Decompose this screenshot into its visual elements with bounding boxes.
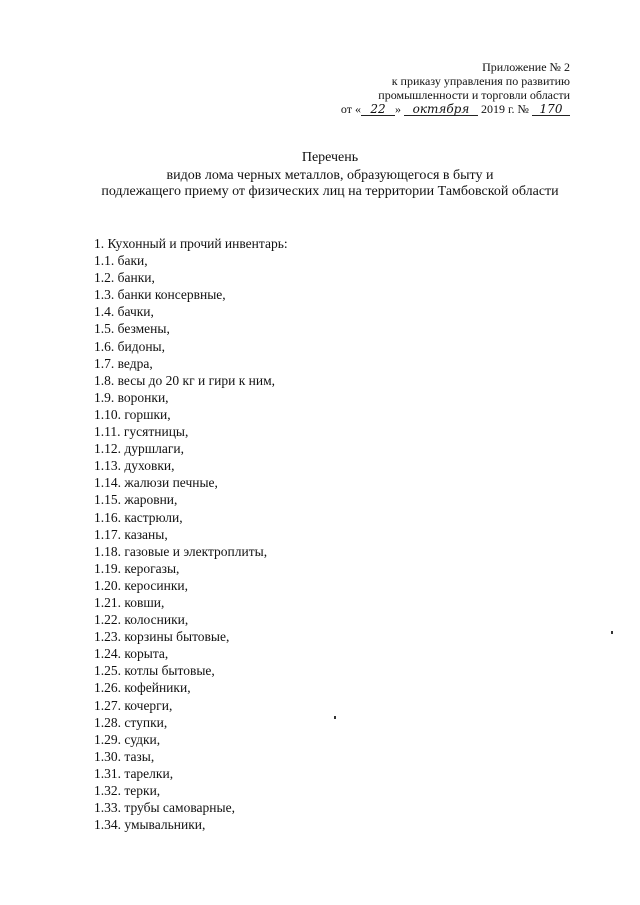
date-day-close: » [394, 102, 401, 116]
document-title [40, 150, 620, 200]
date-day-handwritten: 22 [361, 103, 395, 116]
list-item: 1.30. тазы, [94, 748, 155, 764]
appendix-block [310, 60, 570, 116]
list-item: 1.1. баки, [94, 253, 148, 269]
list-item: 1.29. судки, [94, 731, 161, 747]
list-item: 1.17. казаны, [94, 526, 168, 542]
list-item: 1.7. ведра, [94, 355, 153, 371]
list-item: 1.15. жаровни, [94, 492, 178, 508]
list-item: 1.24. корыта, [94, 646, 169, 662]
list-item: 1.16. кастрюли, [94, 509, 183, 525]
title-line-2: подлежащего приему от физических лиц на территории Тамбовской области [101, 184, 559, 199]
date-prefix: от « [340, 102, 361, 116]
list-item: 1.25. котлы бытовые, [94, 663, 215, 679]
list-item: 1.4. бачки, [94, 304, 154, 320]
list-item: 1.28. ступки, [94, 714, 168, 730]
list-item: 1.5. безмены, [94, 321, 170, 337]
date-month-handwritten: октября [404, 103, 478, 116]
list-item: 1.6. бидоны, [94, 338, 166, 354]
list-item: 1.31. тарелки, [94, 765, 174, 781]
list-item: 1.12. дуршлаги, [94, 441, 185, 457]
scan-speck [611, 631, 613, 634]
appendix-title: Приложение № 2 [482, 60, 570, 74]
list-item: 1.26. кофейники, [94, 680, 191, 696]
appendix-line-2: промышленности и торговли области [378, 88, 570, 102]
list-item: 1.9. воронки, [94, 389, 169, 405]
list-item: 1.10. горшки, [94, 406, 171, 422]
list-item: 1.20. керосинки, [94, 577, 189, 593]
list-item: 1.11. гусятницы, [94, 424, 189, 440]
list-item: 1.3. банки консервные, [94, 287, 226, 303]
list-item: 1.8. весы до 20 кг и гири к ним, [94, 372, 276, 388]
date-year: 2019 г. № [480, 102, 529, 116]
list-item: 1.21. ковши, [94, 594, 165, 610]
list-item: 1.13. духовки, [94, 458, 175, 474]
list-item: 1.2. банки, [94, 270, 155, 286]
appendix-line-1: к приказу управления по развитию [391, 74, 570, 88]
title-heading: Перечень [301, 150, 359, 165]
title-line-1: видов лома черных металлов, образующегося в быту и [166, 168, 494, 183]
list-item: 1.33. трубы самоварные, [94, 800, 235, 816]
item-list [94, 235, 288, 833]
appendix-date-line [310, 102, 570, 116]
list-item: 1.32. терки, [94, 783, 161, 798]
section-heading: 1. Кухонный и прочий инвентарь: [94, 236, 288, 251]
list-item: 1.14. жалюзи печные, [94, 475, 218, 491]
list-item: 1.18. газовые и электроплиты, [94, 543, 268, 559]
list-item: 1.23. корзины бытовые, [94, 629, 230, 645]
scan-speck [334, 716, 336, 719]
list-item: 1.34. умывальники, [94, 817, 206, 833]
list-item: 1.27. кочерги, [94, 697, 173, 713]
list-item: 1.22. колосники, [94, 612, 189, 628]
order-number-handwritten: 170 [532, 103, 570, 116]
list-item: 1.19. керогазы, [94, 560, 180, 576]
